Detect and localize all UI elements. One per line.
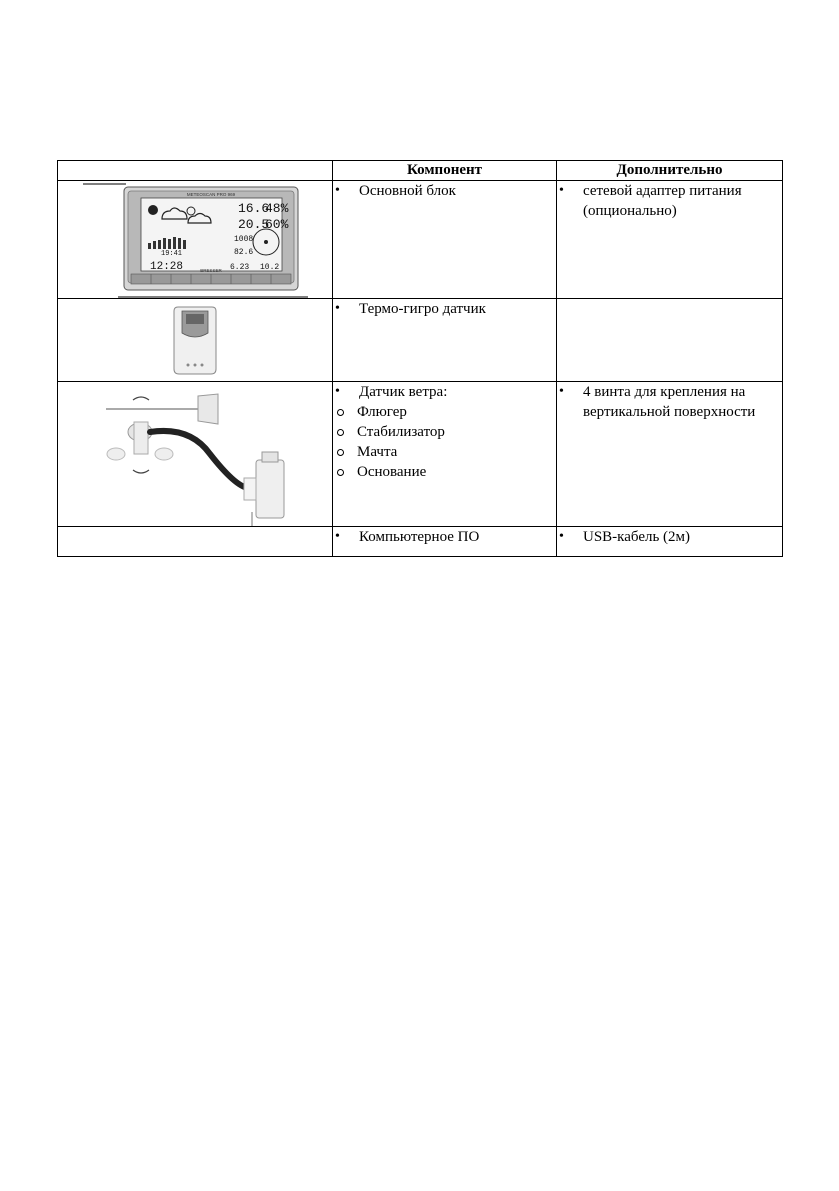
table-row	[58, 527, 783, 557]
extra-cell	[557, 527, 783, 557]
sub-list-item: Основание	[333, 462, 556, 482]
thermo-hygro-sensor-icon	[58, 299, 332, 381]
lcd-temp-outdoor: 20.5	[238, 217, 270, 232]
component-cell	[333, 181, 557, 299]
lcd-date-left: 6.23	[230, 263, 250, 272]
sub-list-item: Флюгер	[333, 402, 556, 422]
software-image-cell	[58, 527, 333, 557]
lcd-pressure: 1008	[234, 235, 254, 244]
lcd-temp-indoor: 16.6	[238, 201, 270, 216]
thermo-sensor-image-cell	[58, 299, 333, 382]
component-cell	[333, 382, 557, 527]
sub-list-item: Мачта	[333, 442, 556, 462]
header-image	[58, 161, 333, 181]
header-component: Компонент	[333, 161, 557, 181]
extra-cell	[557, 299, 783, 382]
device-logo: BRESSER	[200, 268, 222, 273]
components-table	[57, 160, 783, 557]
wind-sensor-icon	[58, 382, 332, 526]
table-row	[58, 299, 783, 382]
device-brand: METEOSCAN PRO 969	[186, 192, 236, 197]
lcd-hum-indoor: 48%	[265, 201, 289, 216]
extra-cell	[557, 181, 783, 299]
lcd-date-right: 10.2	[260, 263, 280, 272]
list-item: • Компьютерное ПО	[333, 527, 556, 547]
wind-sensor-image-cell	[58, 382, 333, 527]
list-item: • сетевой адаптер питания (опционально)	[557, 181, 782, 221]
list-item: • Основной блок	[333, 181, 556, 201]
weather-station-display-icon	[58, 181, 333, 299]
table-row	[58, 181, 783, 299]
component-cell	[333, 527, 557, 557]
lcd-time: 12:28	[150, 261, 184, 273]
lcd-clock-small: 19:41	[161, 250, 183, 258]
component-cell	[333, 299, 557, 382]
list-item: • Термо-гигро датчик	[333, 299, 556, 319]
table-row	[58, 382, 783, 527]
list-item	[333, 382, 556, 482]
list-item: • USB-кабель (2м)	[557, 527, 782, 547]
extra-cell	[557, 382, 783, 527]
main-unit-image-cell	[58, 181, 333, 299]
list-item: • 4 винта для крепления на вертикальной поверхности	[557, 382, 782, 422]
header-row	[58, 161, 783, 181]
sub-list-item: Стабилизатор	[333, 422, 556, 442]
lcd-hum-outdoor: 60%	[265, 217, 289, 232]
header-extra: Дополнительно	[557, 161, 783, 181]
wind-sensor-label: Датчик ветра:	[359, 384, 448, 400]
lcd-wind: 82.6	[234, 248, 254, 257]
